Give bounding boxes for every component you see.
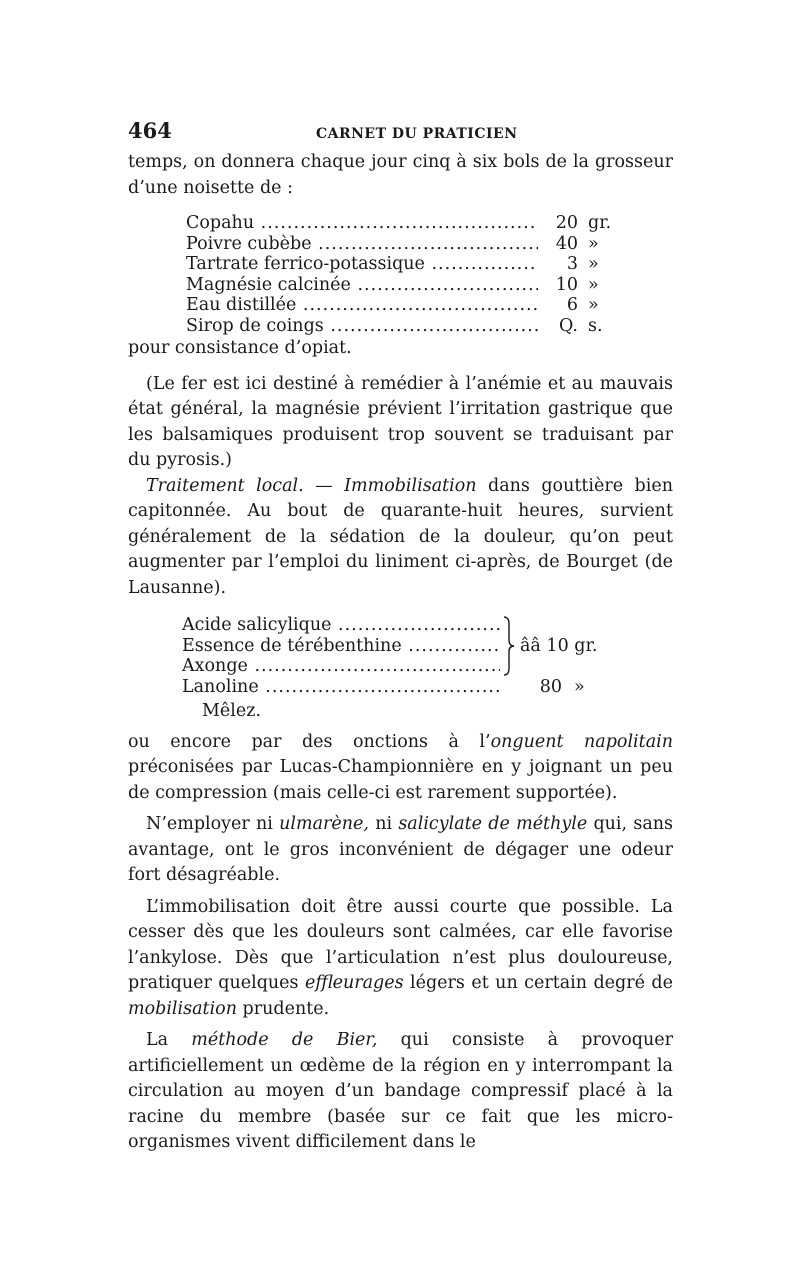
text-segment: L’immobilisation doit être aussi courte que possible. La cesser dès que les douleurs sont calmées, car elle favorise l’ankylose. Dès que l’articulation n’est plus douloureuse, pratiquer quelques — [128, 896, 673, 993]
ingredient-name: Poivre cubèbe ..... — [186, 234, 538, 255]
group-quantity: ââ 10 gr. — [520, 635, 598, 656]
ingredient-qty: 40 — [555, 233, 578, 254]
text-segment: La — [146, 1030, 192, 1050]
effleurages-term: effleurages — [304, 973, 404, 993]
page-header — [128, 118, 673, 150]
onguent-term: onguent napolitain — [490, 731, 673, 752]
intro-paragraph: temps, on donnera chaque jour cinq à six bols de la grosseur d’une noisette de : — [128, 152, 673, 198]
formula-consistency-note: pour consistance d’opiat. — [128, 338, 352, 358]
immobilisation-paragraph — [128, 895, 673, 1023]
ingredient-unit: s. — [588, 315, 603, 336]
ingredient-qty: 10 — [555, 274, 578, 295]
formula-row — [186, 275, 673, 296]
ulmarene-term: ulmarène, — [279, 814, 369, 834]
mobilisation-term: mobilisation — [128, 998, 237, 1019]
text-segment: ou encore par des onctions à l’ — [128, 731, 491, 752]
local-treatment-paragraph — [128, 474, 673, 602]
ingredient-qty: 20 — [555, 213, 578, 233]
running-title: CARNET DU PRATICIEN — [316, 126, 518, 142]
ingredient-unit: » — [588, 254, 599, 274]
formula-row — [186, 254, 673, 275]
ingredient-name: Sirop de coings ..... — [186, 316, 538, 337]
bier-method-term: méthode de Bier, — [191, 1030, 378, 1050]
ingredient-unit: » — [588, 274, 599, 295]
formula-row — [186, 316, 673, 337]
text-segment: qui, sans avantage, ont le gros inconvénient de dégager une odeur fort désagréable. — [128, 814, 673, 885]
curly-brace-icon — [502, 616, 516, 676]
ingredient-name: Acide salicylique ..... — [182, 615, 500, 636]
ingredient-name: Eau distillée ..... — [186, 295, 538, 316]
mixing-instruction: Mêlez. — [202, 701, 262, 721]
ingredient-unit: » — [574, 676, 585, 697]
ingredient-name: Tartrate ferrico-potassique ..... — [186, 254, 538, 275]
onguent-paragraph — [128, 730, 673, 807]
ingredient-qty: 80 — [539, 676, 562, 697]
page-number: 464 — [128, 118, 172, 143]
ingredient-qty: Q. — [558, 315, 578, 336]
ingredient-unit: » — [588, 233, 599, 254]
formula-row — [182, 677, 673, 698]
ingredient-name: Axonge ..... — [182, 656, 500, 677]
salicylate-term: salicylate de méthyle — [398, 814, 588, 834]
braced-ingredient-group — [182, 615, 673, 677]
formula-opiat — [186, 213, 673, 336]
ingredient-name: Copahu ..... — [186, 213, 538, 234]
immobilisation-term: Immobilisation — [344, 475, 477, 496]
ingredient-qty: 6 — [566, 295, 578, 315]
formula-row — [186, 234, 673, 255]
text-segment: ni — [368, 814, 399, 834]
bier-method-paragraph — [128, 1028, 673, 1156]
text-segment: préconisées par Lucas-Championnière en y joignant un peu de compression (mais celle-ci est rarement supportée). — [128, 757, 673, 803]
text-segment: prudente. — [236, 998, 330, 1019]
ingredient-name: Essence de térébenthine ..... — [182, 636, 500, 657]
book-page — [128, 118, 673, 1156]
ulmarene-paragraph — [128, 812, 673, 889]
text-segment: N’employer ni — [146, 814, 280, 834]
ingredient-qty: 3 — [566, 254, 578, 274]
text-segment: qui consiste à provoquer artificiellement un œdème de la région en y interrompant la circulation au moyen d’un bandage compressif placé à la racine du membre (basée sur ce fait que les micro-organismes vivent difficilement dans le — [128, 1030, 673, 1152]
text-segment: légers et un certain degré de — [403, 973, 673, 993]
formula-row — [186, 295, 673, 316]
ingredient-name: Lanoline ..... — [182, 677, 500, 698]
ingredient-unit: gr. — [588, 213, 612, 233]
local-treatment-label: Traitement local. — [146, 475, 304, 496]
formula-row — [186, 213, 673, 234]
local-treatment-text: dans gouttière bien capitonnée. Au bout de quarante-huit heures, survient généralement de la sédation de la douleur, qu’on peut augmenter par l’emploi du liniment ci-après, de Bourget (de Lausanne). — [128, 475, 673, 598]
iron-note-paragraph: (Le fer est ici destiné à remédier à l’anémie et au mauvais état général, la magnésie prévient l’irritation gastrique que les balsamiques produisent trop souvent se traduisant par du pyrosis.) — [128, 373, 673, 470]
ingredient-unit: » — [588, 295, 599, 315]
ingredient-name: Magnésie calcinée ..... — [186, 275, 538, 296]
em-dash: — — [303, 475, 345, 496]
formula-liniment — [182, 615, 673, 722]
